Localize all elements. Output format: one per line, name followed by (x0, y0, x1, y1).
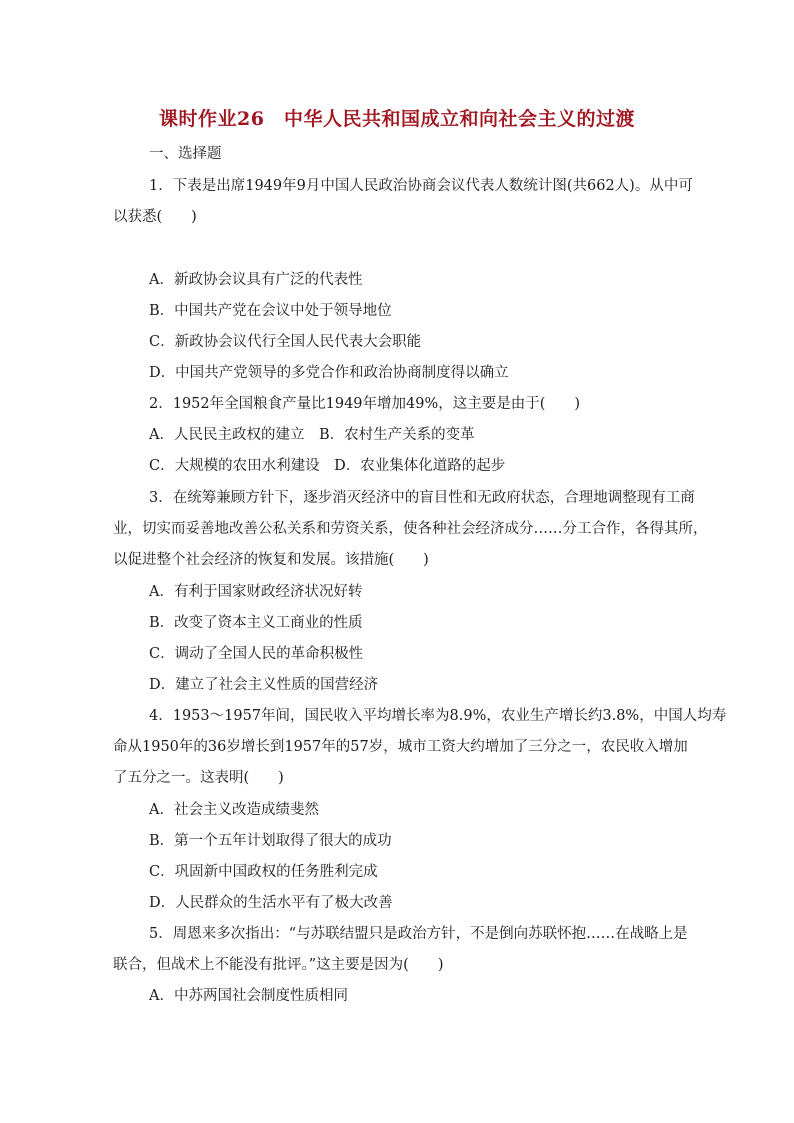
question-4-stem-line-3: 了五分之一。这表明( ) (113, 770, 284, 786)
question-1-stem-line-1: 1．下表是出席1949年9月中国人民政治协商会议代表人数统计图(共662人)。从中可 (149, 178, 693, 194)
question-3-stem-line-2: 业，切实而妥善地改善公私关系和劳资关系，使各种社会经济成分……分工合作，各得其所， (113, 521, 708, 537)
question-5-stem-line-2: 联合，但战术上不能没有批评。”这主要是因为( ) (113, 957, 444, 973)
question-3-option-a: A．有利于国家财政经济状况好转 (149, 584, 363, 600)
question-5-option-a: A．中苏两国社会制度性质相同 (149, 988, 348, 1004)
question-1-option-d: D．中国共产党领导的多党合作和政治协商制度得以确立 (149, 365, 509, 381)
question-3-option-d: D．建立了社会主义性质的国营经济 (149, 677, 379, 693)
question-1-option-a: A．新政协会议具有广泛的代表性 (149, 272, 363, 288)
question-4-option-c: C．巩固新中国政权的任务胜利完成 (149, 864, 378, 880)
question-5-stem-line-1: 5．周恩来多次指出：“与苏联结盟只是政治方针，不是倒向苏联怀抱……在战略上是 (149, 926, 688, 942)
page-title: 课时作业26 中华人民共和国成立和向社会主义的过渡 (159, 108, 635, 130)
question-4-option-d: D．人民群众的生活水平有了极大改善 (149, 895, 393, 911)
question-1-stem-line-2: 以获悉( ) (113, 209, 197, 225)
question-4-option-b: B．第一个五年计划取得了很大的成功 (149, 833, 392, 849)
question-4-stem-line-1: 4．1953～1957年间，国民收入平均增长率为8.9%，农业生产增长约3.8%，中国人均寿 (149, 708, 727, 724)
question-3-option-b: B．改变了资本主义工商业的性质 (149, 615, 363, 631)
question-3-stem-line-1: 3．在统筹兼顾方针下，逐步消灭经济中的盲目性和无政府状态，合理地调整现有工商 (149, 490, 695, 506)
question-2-options-ab: A．人民民主政权的建立 B．农村生产关系的变革 (149, 427, 475, 443)
question-3-option-c: C．调动了全国人民的革命积极性 (149, 646, 364, 662)
question-2-stem-line-1: 2．1952年全国粮食产量比1949年增加49%，这主要是由于( ) (149, 396, 581, 412)
question-4-option-a: A．社会主义改造成绩斐然 (149, 802, 319, 818)
question-1-option-b: B．中国共产党在会议中处于领导地位 (149, 303, 392, 319)
question-4-stem-line-2: 命从1950年的36岁增长到1957年的57岁，城市工资大约增加了三分之一，农民收入增加 (113, 739, 688, 755)
question-3-stem-line-3: 以促进整个社会经济的恢复和发展。该措施( ) (113, 552, 429, 568)
question-2-options-cd: C．大规模的农田水利建设 D．农业集体化道路的起步 (149, 458, 506, 474)
question-1-option-c: C．新政协会议代行全国人民代表大会职能 (149, 334, 422, 350)
section-heading: 一、选择题 (149, 146, 222, 162)
